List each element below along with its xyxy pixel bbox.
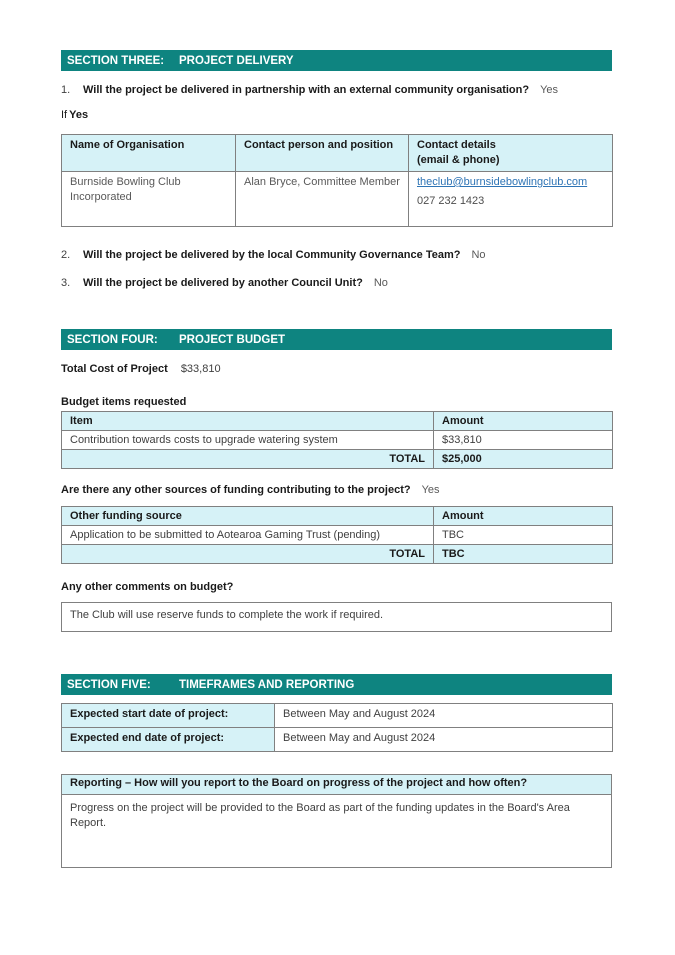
org-name-header: Name of Organisation (62, 135, 236, 172)
other-funding-total-value: TBC (434, 545, 613, 564)
end-date-row (62, 728, 613, 752)
other-funding-amount-header: Amount (434, 507, 613, 526)
start-date-label: Expected start date of project: (62, 704, 275, 728)
other-funding-question-text: Are there any other sources of funding contributing to the project? (61, 484, 411, 496)
project-dates-table (61, 703, 613, 752)
reporting-header-row (62, 775, 612, 795)
question-1-text: Will the project be delivered in partnership with an external community organisation? (83, 84, 530, 96)
question-2 (61, 249, 612, 261)
question-1-answer: Yes (540, 84, 559, 96)
other-funding-source-cell: Application to be submitted to Aotearoa Gaming Trust (pending) (62, 526, 434, 545)
question-2-number: 2. (61, 249, 71, 261)
organisation-table (61, 134, 613, 227)
question-3-answer: No (373, 277, 388, 289)
start-date-row (62, 704, 613, 728)
section-three-title: PROJECT DELIVERY (179, 54, 294, 67)
other-funding-header-row (62, 507, 613, 526)
reporting-table (61, 774, 612, 868)
question-3 (61, 277, 612, 289)
question-2-text: Will the project be delivered by the local Community Governance Team? (83, 249, 461, 261)
total-cost-value: $33,810 (180, 363, 221, 375)
reporting-body-row (62, 795, 612, 868)
budget-items-table (61, 411, 613, 469)
other-funding-total-label: TOTAL (62, 545, 434, 564)
question-2-answer: No (471, 249, 486, 261)
section-five-title: TIMEFRAMES AND REPORTING (179, 678, 355, 691)
if-prefix: If (61, 109, 68, 121)
section-three-label: SECTION THREE: (67, 54, 165, 67)
other-funding-source-header: Other funding source (62, 507, 434, 526)
budget-table-row (62, 431, 613, 450)
end-date-value: Between May and August 2024 (275, 728, 613, 752)
section-four-header-band (61, 329, 612, 350)
section-four-title: PROJECT BUDGET (179, 333, 286, 346)
section-four-label: SECTION FOUR: (67, 333, 158, 346)
start-date-value: Between May and August 2024 (275, 704, 613, 728)
question-1-number: 1. (61, 84, 71, 96)
phone-number: 027 232 1423 (417, 195, 485, 207)
item-header: Item (62, 412, 434, 431)
reporting-header: Reporting – How will you report to the Board on progress of the project and how often? (62, 775, 612, 795)
contact-person-header: Contact person and position (236, 135, 409, 172)
reporting-body: Progress on the project will be provided to the Board as part of the funding updates in the Board's Area Report. (62, 795, 612, 868)
organisation-table-data-row (62, 172, 613, 227)
org-name-cell: Burnside Bowling Club Incorporated (62, 172, 236, 227)
organisation-table-header-row (62, 135, 613, 172)
end-date-label: Expected end date of project: (62, 728, 275, 752)
contact-person-cell: Alan Bryce, Committee Member (236, 172, 409, 227)
total-cost-row (61, 363, 612, 375)
budget-items-heading: Budget items requested (61, 396, 187, 408)
budget-total-value: $25,000 (434, 450, 613, 469)
contact-details-header-line2: (email & phone) (417, 154, 500, 166)
contact-details-header-line1: Contact details (417, 139, 496, 151)
amount-header: Amount (434, 412, 613, 431)
budget-table-total-row (62, 450, 613, 469)
other-funding-question-answer: Yes (421, 484, 440, 496)
section-three-header-band (61, 50, 612, 71)
if-yes-bold: Yes (69, 109, 89, 121)
total-cost-label: Total Cost of Project (61, 363, 168, 375)
contact-details-header (409, 135, 613, 172)
other-funding-row (62, 526, 613, 545)
budget-amount-cell: $33,810 (434, 431, 613, 450)
other-funding-question (61, 484, 612, 496)
budget-comments-heading: Any other comments on budget? (61, 581, 234, 593)
section-five-label: SECTION FIVE: (67, 678, 151, 691)
email-link[interactable]: theclub@burnsidebowlingclub.com (417, 176, 588, 188)
budget-comments-box: The Club will use reserve funds to complete the work if required. (61, 602, 612, 632)
other-funding-amount-cell: TBC (434, 526, 613, 545)
contact-details-cell (409, 172, 613, 227)
question-1 (61, 84, 612, 96)
if-yes-note (61, 109, 612, 121)
budget-table-header-row (62, 412, 613, 431)
budget-total-label: TOTAL (62, 450, 434, 469)
section-five-header-band (61, 674, 612, 695)
budget-item-cell: Contribution towards costs to upgrade watering system (62, 431, 434, 450)
other-funding-total-row (62, 545, 613, 564)
question-3-number: 3. (61, 277, 71, 289)
other-funding-table (61, 506, 613, 564)
question-3-text: Will the project be delivered by another Council Unit? (83, 277, 363, 289)
